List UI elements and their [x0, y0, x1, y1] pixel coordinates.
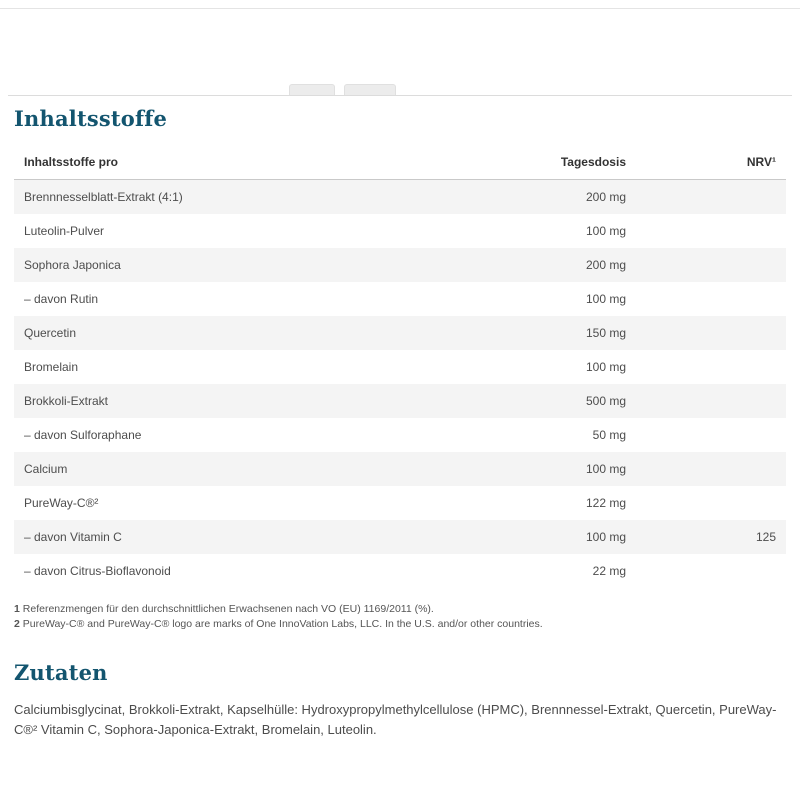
- zutaten-paragraph: Calciumbisglycinat, Brokkoli-Extrakt, Kapselhülle: Hydroxypropylmethylcellulose (HPMC), Brennnessel-Extrakt, Quercetin, PureWay-C®² Vitamin C, Sophora-Japonica-Extrakt, Bromelain, Luteolin.: [14, 702, 777, 737]
- section-title-zutaten: Zutaten: [14, 660, 108, 685]
- footnote-1: [14, 602, 786, 617]
- table-row: [14, 316, 786, 350]
- ingredient-name: Luteolin-Pulver: [24, 224, 105, 238]
- table-row: [14, 350, 786, 384]
- ingredient-dose: 100 mg: [585, 530, 626, 544]
- ingredient-dose: 22 mg: [592, 564, 626, 578]
- header-nrv: NRV¹: [746, 155, 776, 169]
- table-body: [14, 180, 786, 588]
- section-title-inhaltsstoffe: Inhaltsstoffe: [14, 106, 168, 131]
- ingredient-name: – davon Vitamin C: [24, 530, 122, 544]
- table-row: [14, 452, 786, 486]
- footnote-text: PureWay-C® and PureWay-C® logo are marks of One InnoVation Labs, LLC. In the U.S. and/or other countries.: [22, 618, 543, 630]
- ingredient-dose: 200 mg: [585, 258, 626, 272]
- ingredient-name: PureWay-C®²: [24, 496, 99, 510]
- ingredient-name: Quercetin: [24, 326, 77, 340]
- ingredient-name: Brokkoli-Extrakt: [24, 394, 109, 408]
- ingredient-dose: 122 mg: [585, 496, 626, 510]
- table-row: [14, 554, 786, 588]
- ingredient-name: Sophora Japonica: [24, 258, 121, 272]
- header-ingredient: Inhaltsstoffe pro: [24, 155, 119, 169]
- ingredient-dose: 500 mg: [585, 394, 626, 408]
- table-row: [14, 384, 786, 418]
- footnote-2: [14, 617, 786, 632]
- footnote-number: 1: [14, 603, 20, 615]
- ingredient-dose: 200 mg: [585, 190, 626, 204]
- ingredient-name: Brennnesselblatt-Extrakt (4:1): [24, 190, 183, 204]
- table-row: [14, 214, 786, 248]
- table-row: [14, 248, 786, 282]
- footnote-number: 2: [14, 618, 20, 630]
- footnote-text: Referenzmengen für den durchschnittlichen Erwachsenen nach VO (EU) 1169/2011 (%).: [22, 603, 434, 615]
- table-row: [14, 282, 786, 316]
- ingredients-table: [14, 146, 786, 588]
- ingredient-name: Bromelain: [24, 360, 79, 374]
- ingredient-dose: 100 mg: [585, 360, 626, 374]
- ingredient-name: – davon Sulforaphane: [24, 428, 142, 442]
- table-header-row: [14, 146, 786, 180]
- top-divider: [0, 8, 800, 9]
- ingredient-dose: 50 mg: [592, 428, 626, 442]
- footnotes: [14, 602, 786, 632]
- ingredient-dose: 100 mg: [585, 224, 626, 238]
- table-row: [14, 180, 786, 214]
- ingredient-dose: 150 mg: [585, 326, 626, 340]
- header-daily-dose: Tagesdosis: [560, 155, 626, 169]
- product-info-section: [8, 95, 792, 740]
- ingredient-dose: 100 mg: [585, 462, 626, 476]
- ingredient-name: – davon Citrus-Bioflavonoid: [24, 564, 171, 578]
- ingredient-name: Calcium: [24, 462, 68, 476]
- table-row: [14, 486, 786, 520]
- ingredient-dose: 100 mg: [585, 292, 626, 306]
- ingredient-name: – davon Rutin: [24, 292, 99, 306]
- table-row: [14, 520, 786, 554]
- ingredient-nrv: 125: [755, 530, 776, 544]
- table-row: [14, 418, 786, 452]
